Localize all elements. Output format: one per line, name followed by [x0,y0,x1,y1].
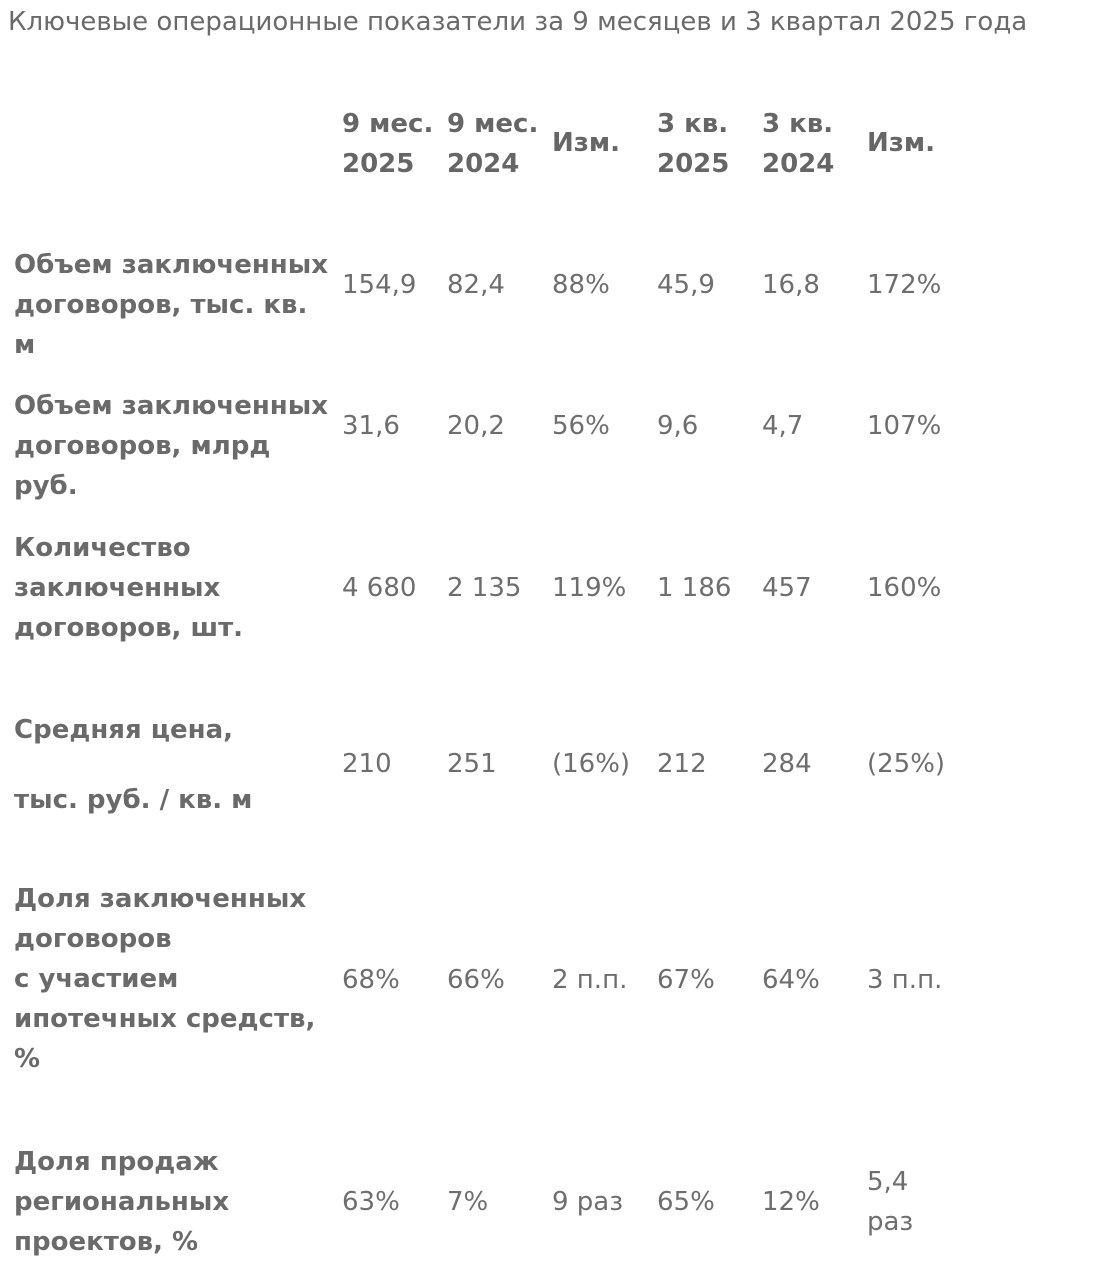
table-cell: 67% [657,965,715,995]
column-header-line1: Изм. [867,128,935,158]
column-header-line2: 2025 [342,149,415,179]
table-cell: 9,6 [657,411,699,441]
table-cell: 20,2 [447,411,505,441]
label-line: тыс. руб. / кв. м [14,785,253,815]
row-label-contracts-value [14,386,336,506]
table-cell: 31,6 [342,411,400,441]
column-header-9m-2024 [447,104,547,184]
table-cell: 457 [762,573,812,603]
table-cell: 4,7 [762,411,804,441]
page-title: Ключевые операционные показатели за 9 месяцев и 3 квартал 2025 года [8,7,1028,37]
table-cell: 82,4 [447,270,505,300]
column-header-change-9m [552,123,652,163]
column-header-line1: 3 кв. [657,109,729,139]
label-line: региональных [14,1187,230,1217]
label-line: договоров, млрд руб. [14,431,271,501]
table-cell: 119% [552,573,627,603]
row-label-regional-share [14,1142,336,1262]
label-line: Доля заключенных [14,884,307,914]
row-label-contracts-area [14,245,336,365]
column-header-line2: 2024 [762,149,835,179]
label-line: ипотечных средств, [14,1004,316,1034]
table-cell: 284 [762,749,812,779]
column-header-line1: 3 кв. [762,109,834,139]
label-line: заключенных [14,573,221,603]
table-cell: 2 п.п. [552,965,628,995]
table-cell: 16,8 [762,270,820,300]
table-cell: (25%) [867,749,946,779]
table-cell: 66% [447,965,505,995]
table-cell: 160% [867,573,942,603]
column-header-q3-2024 [762,104,862,184]
table-cell: 1 186 [657,573,732,603]
label-line: с участием [14,964,179,994]
label-line: договоров, шт. [14,613,244,643]
table-cell: 45,9 [657,270,715,300]
table-cell: 9 раз [552,1187,624,1217]
cell-line: раз [867,1207,914,1237]
label-line: проектов, % [14,1227,199,1257]
table-cell: 12% [762,1187,820,1217]
table-cell: 63% [342,1187,400,1217]
table-cell: 3 п.п. [867,965,943,995]
table-cell: 4 680 [342,573,417,603]
table-cell: 68% [342,965,400,995]
table-cell: 65% [657,1187,715,1217]
table-cell: 2 135 [447,573,522,603]
table-cell: 212 [657,749,707,779]
table-cell: 154,9 [342,270,417,300]
table-cell [867,1162,913,1242]
label-line: Объем заключенных [14,391,329,421]
table-cell: 251 [447,749,497,779]
label-line: % [14,1044,41,1074]
table-cell: 88% [552,270,610,300]
table-cell: 210 [342,749,392,779]
row-label-contracts-count [14,528,336,648]
table-cell: 7% [447,1187,489,1217]
column-header-line1: 9 мес. [342,109,434,139]
label-line: договоров, тыс. кв. м [14,290,308,360]
label-line: Доля продаж [14,1147,219,1177]
row-label-mortgage-share [14,879,336,1079]
label-line: договоров [14,924,172,954]
table-cell: 64% [762,965,820,995]
table-cell: 107% [867,411,942,441]
label-line: Количество [14,533,191,563]
label-line: Средняя цена, [14,715,234,745]
column-header-9m-2025 [342,104,442,184]
row-label-average-price [14,710,336,820]
column-header-line2: 2024 [447,149,520,179]
column-header-change-q3 [867,123,967,163]
table-cell: (16%) [552,749,631,779]
table-cell: 172% [867,270,942,300]
cell-line: 5,4 [867,1167,909,1197]
column-header-line2: 2025 [657,149,730,179]
column-header-line1: 9 мес. [447,109,539,139]
label-line: Объем заключенных [14,250,329,280]
column-header-line1: Изм. [552,128,620,158]
table-cell: 56% [552,411,610,441]
column-header-q3-2025 [657,104,757,184]
